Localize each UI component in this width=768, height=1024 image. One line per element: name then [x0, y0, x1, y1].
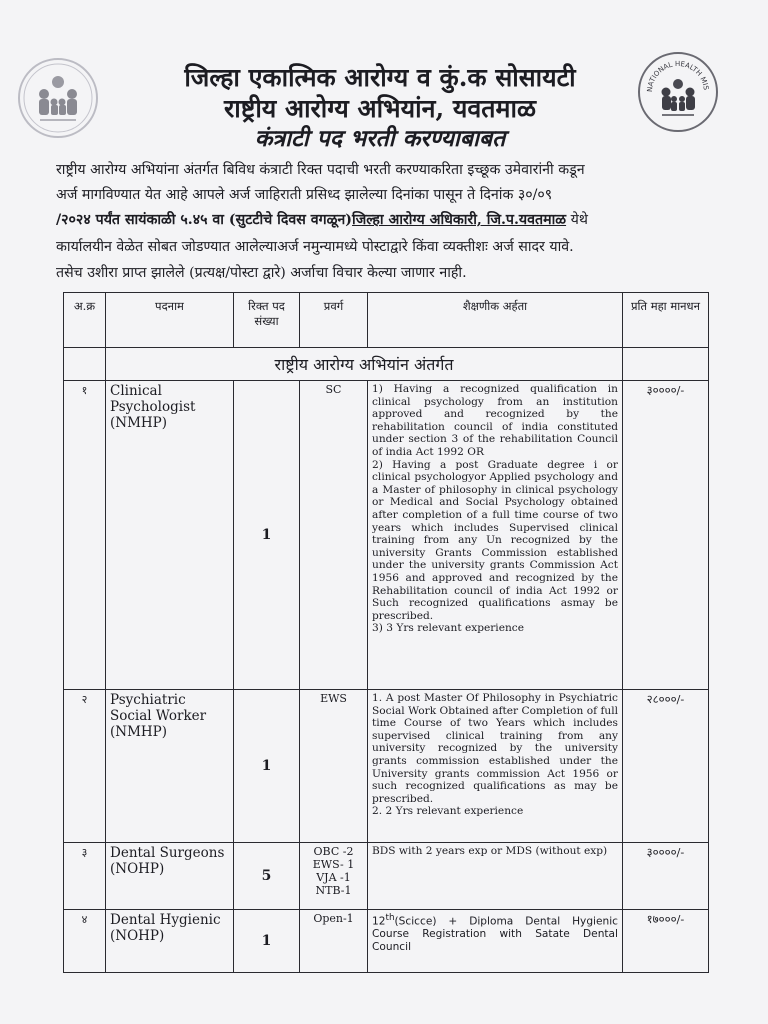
monthly-pay: २८०००/- — [623, 690, 709, 843]
intro-line-4: कार्यालयीन वेळेत सोबत जोडण्यात आलेल्याअर्ज नमुन्यामध्ये पोस्टाद्वारे किंवा व्यक्तीशः अर्ज सादर यावे. — [56, 239, 574, 255]
table-row — [64, 381, 709, 690]
category: SC — [300, 381, 368, 690]
monthly-pay: ३००००/- — [623, 843, 709, 910]
intro-line-5: तसेच उशीरा प्राप्त झालेले (प्रत्यक्ष/पोस्टा द्वारे) अर्जाचा विचार केल्या जाणार नाही. — [56, 265, 467, 281]
left-logo — [18, 58, 98, 138]
table-row — [64, 910, 709, 973]
vacancy-count: 5 — [234, 843, 300, 910]
category: EWS — [300, 690, 368, 843]
header-line-1: जिल्हा एकात्मिक आरोग्य व कुं.क सोसायटी — [184, 63, 576, 92]
category-line: VJA -1 — [316, 871, 351, 884]
vacancy-table — [63, 292, 709, 973]
qualification-line: 2) Having a post Graduate degree i or clinical psychologyor Applied psychology and a Master of philosophy in clinical psychology or Medical and Social Psychology obtained after completion of a full time course of two years which includes Supervised clinical training from any Un recognized by the university Grants Commission established under the university grants Commission Act 1956 and approved and recognized by the Rehabilitation council of india Act 1992 or Such recognized qualifications asmay be prescribed. — [372, 458, 618, 622]
qualification-line: BDS with 2 years exp or MDS (without exp) — [372, 845, 608, 857]
section-title: राष्ट्रीय आरोग्य अभियांन अंतर्गत — [106, 348, 623, 381]
category — [300, 843, 368, 910]
category-line: EWS- 1 — [312, 858, 355, 871]
vacancy-count: 1 — [234, 910, 300, 973]
qualification — [368, 843, 623, 910]
intro-line-1: राष्ट्रीय आरोग्य अभियांना अंतर्गत बिविध कंत्राटी रिक्त पदाची भरती करण्याकरिता इच्छूक उमेवारांनी कडून — [56, 162, 585, 178]
right-logo — [638, 52, 718, 132]
qualification — [368, 690, 623, 843]
category: Open-1 — [300, 910, 368, 973]
header-post: पदनाम — [106, 293, 234, 348]
intro-line-3-tail: येथे — [566, 212, 588, 228]
qualification — [368, 910, 623, 973]
qualification-line: 1. A post Master Of Philosophy in Psychiatric Social Work Obtained after Completion of full time Course of two Years which includes supervised clinical training from any university recognized by the university grants commission established under the University grants commission Act 1956 or such recognized qualifications as may be prescribed. — [372, 692, 618, 805]
category-line: NTB-1 — [315, 884, 352, 897]
monthly-pay: ३००००/- — [623, 381, 709, 690]
post-name: Clinical Psychologist (NMHP) — [106, 381, 234, 690]
category-line: OBC -2 — [313, 845, 354, 858]
section-blank-cell — [64, 348, 106, 381]
qualification-superscript: th — [385, 913, 395, 923]
qualification-line: 3) 3 Yrs relevant experience — [372, 622, 524, 635]
row-number: ४ — [64, 910, 106, 973]
header-pay: प्रति महा मानधन — [623, 293, 709, 348]
intro-line-2: अर्ज मागविण्यात येत आहे आपले अर्ज जाहिराती प्रसिध्द झालेल्या दिनांका पासून ते दिनांक ३०/०९ — [56, 187, 553, 203]
deadline-text: /२०२४ पर्यंत सायंकाळी ५.४५ वा (सुटटीचे दिवस वगळून) — [56, 212, 353, 228]
vacancy-count: 1 — [234, 690, 300, 843]
section-blank-cell — [623, 348, 709, 381]
section-row — [64, 348, 709, 381]
family-emblem-icon — [20, 60, 96, 136]
qualification — [368, 381, 623, 690]
qualification-line: 1) Having a recognized qualification in clinical psychology from an institution approved and recognized by the rehabilitation council of india constituted under section 3 of the rehabilitation Council of india Act 1992 OR — [372, 383, 618, 458]
vacancy-count: 1 — [234, 381, 300, 690]
qualification-grade: 12 — [372, 915, 386, 928]
row-number: ३ — [64, 843, 106, 910]
header-line-3: कंत्राटी पद भरती करण्याबाबत — [254, 125, 506, 152]
header-line-2: राष्ट्रीय आरोग्य अभियांन, यवतमाळ — [224, 94, 536, 123]
header-qualification: शैक्षणीक अर्हता — [368, 293, 623, 348]
qualification-line: 2. 2 Yrs relevant experience — [372, 805, 524, 818]
intro-line-3 — [56, 210, 706, 229]
table-header-row — [64, 293, 709, 348]
header-vacancies: रिक्त पद संख्या — [234, 293, 300, 348]
row-number: २ — [64, 690, 106, 843]
qualification-rest: (Scicce) + Diploma Dental Hygienic Course Registration with Satate Dental Council — [372, 915, 618, 953]
header-no: अ.क्र — [64, 293, 106, 348]
post-name: Dental Surgeons (NOHP) — [106, 843, 234, 910]
table-row — [64, 843, 709, 910]
post-name: Dental Hygienic (NOHP) — [106, 910, 234, 973]
post-name: Psychiatric Social Worker (NMHP) — [106, 690, 234, 843]
nhm-arc-text: NATIONAL HEALTH MIS — [645, 59, 710, 93]
row-number: १ — [64, 381, 106, 690]
monthly-pay: १७०००/- — [623, 910, 709, 973]
national-health-mission-emblem-icon — [640, 54, 716, 130]
table-row — [64, 690, 709, 843]
header-category: प्रवर्ग — [300, 293, 368, 348]
office-name: जिल्हा आरोग्य अधिकारी, जि.प.यवतमाळ — [352, 212, 567, 228]
